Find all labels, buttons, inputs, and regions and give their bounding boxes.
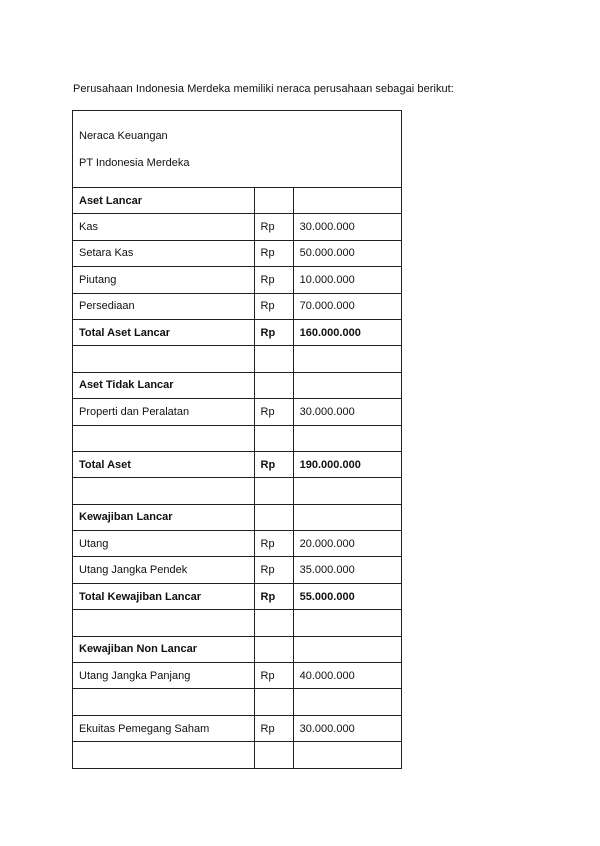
row-value-cell [293, 346, 401, 372]
row-value-cell [293, 425, 401, 451]
row-label-cell: Aset Tidak Lancar [73, 372, 255, 398]
table-row [73, 293, 402, 319]
row-value-cell: 30.000.000 [293, 214, 401, 240]
row-value-cell [293, 636, 401, 662]
row-value-cell: 20.000.000 [293, 531, 401, 557]
row-label-cell: Kas [73, 214, 255, 240]
row-value-cell: 160.000.000 [293, 319, 401, 345]
row-value-cell [293, 610, 401, 636]
row-currency-cell: Rp [254, 451, 293, 477]
row-value-cell: 190.000.000 [293, 451, 401, 477]
table-header-cell [73, 111, 402, 188]
table-row [73, 583, 402, 609]
row-label-cell: Kewajiban Non Lancar [73, 636, 255, 662]
statement-title: Neraca Keuangan [79, 130, 168, 142]
row-currency-cell: Rp [254, 663, 293, 689]
table-row [73, 663, 402, 689]
row-label-cell: Utang [73, 531, 255, 557]
row-label-cell [73, 610, 255, 636]
row-value-cell [293, 188, 401, 214]
row-value-cell: 50.000.000 [293, 240, 401, 266]
row-label-cell: Utang Jangka Pendek [73, 557, 255, 583]
row-label-cell: Total Kewajiban Lancar [73, 583, 255, 609]
row-currency-cell [254, 188, 293, 214]
table-row [73, 689, 402, 715]
row-currency-cell: Rp [254, 557, 293, 583]
row-label-cell [73, 478, 255, 504]
table-row [73, 504, 402, 530]
intro-text: Perusahaan Indonesia Merdeka memiliki neraca perusahaan sebagai berikut: [73, 83, 454, 95]
row-currency-cell [254, 372, 293, 398]
row-label-cell: Total Aset Lancar [73, 319, 255, 345]
row-value-cell: 30.000.000 [293, 399, 401, 425]
row-currency-cell: Rp [254, 214, 293, 240]
row-currency-cell [254, 346, 293, 372]
row-currency-cell: Rp [254, 399, 293, 425]
table-row [73, 240, 402, 266]
table-row [73, 531, 402, 557]
balance-sheet-table [72, 110, 402, 769]
row-currency-cell [254, 742, 293, 768]
table-header-row [73, 111, 402, 188]
row-value-cell: 35.000.000 [293, 557, 401, 583]
table-row [73, 372, 402, 398]
row-label-cell: Total Aset [73, 451, 255, 477]
row-label-cell: Properti dan Peralatan [73, 399, 255, 425]
row-currency-cell: Rp [254, 293, 293, 319]
table-row [73, 346, 402, 372]
row-currency-cell [254, 610, 293, 636]
row-currency-cell: Rp [254, 319, 293, 345]
row-currency-cell: Rp [254, 531, 293, 557]
company-name: PT Indonesia Merdeka [79, 157, 190, 169]
row-currency-cell [254, 504, 293, 530]
row-label-cell: Aset Lancar [73, 188, 255, 214]
table-row [73, 742, 402, 768]
table-row [73, 188, 402, 214]
row-currency-cell: Rp [254, 583, 293, 609]
row-currency-cell [254, 636, 293, 662]
row-value-cell: 55.000.000 [293, 583, 401, 609]
row-label-cell [73, 742, 255, 768]
row-label-cell: Kewajiban Lancar [73, 504, 255, 530]
balance-sheet-body [73, 111, 402, 769]
table-row [73, 267, 402, 293]
row-value-cell: 70.000.000 [293, 293, 401, 319]
row-currency-cell [254, 425, 293, 451]
table-row [73, 715, 402, 741]
row-value-cell: 30.000.000 [293, 715, 401, 741]
row-value-cell [293, 504, 401, 530]
row-currency-cell: Rp [254, 715, 293, 741]
row-label-cell: Setara Kas [73, 240, 255, 266]
row-value-cell [293, 478, 401, 504]
row-currency-cell [254, 689, 293, 715]
row-value-cell [293, 372, 401, 398]
row-value-cell: 10.000.000 [293, 267, 401, 293]
table-row [73, 636, 402, 662]
row-value-cell [293, 742, 401, 768]
row-label-cell [73, 346, 255, 372]
row-label-cell: Persediaan [73, 293, 255, 319]
table-row [73, 610, 402, 636]
row-value-cell [293, 689, 401, 715]
row-currency-cell: Rp [254, 267, 293, 293]
table-row [73, 478, 402, 504]
row-label-cell [73, 425, 255, 451]
table-row [73, 214, 402, 240]
table-row [73, 425, 402, 451]
row-label-cell: Piutang [73, 267, 255, 293]
row-currency-cell: Rp [254, 240, 293, 266]
row-value-cell: 40.000.000 [293, 663, 401, 689]
table-row [73, 557, 402, 583]
row-label-cell: Utang Jangka Panjang [73, 663, 255, 689]
table-row [73, 451, 402, 477]
table-row [73, 319, 402, 345]
table-row [73, 399, 402, 425]
row-currency-cell [254, 478, 293, 504]
row-label-cell: Ekuitas Pemegang Saham [73, 715, 255, 741]
row-label-cell [73, 689, 255, 715]
